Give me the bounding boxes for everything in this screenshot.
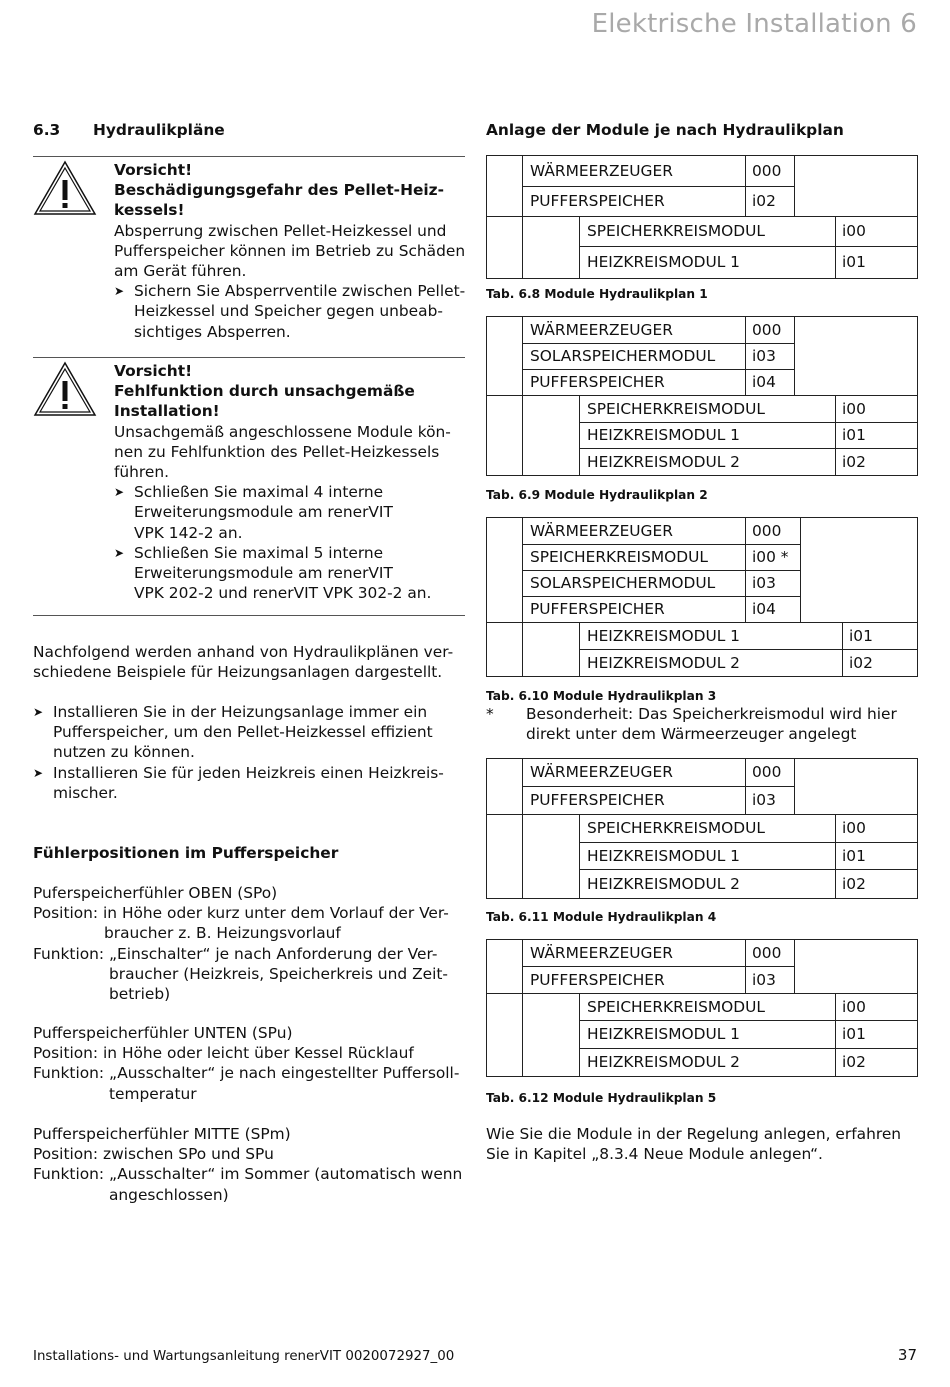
module-address-cell: i01: [836, 843, 917, 870]
bullet-line: VPK 202-2 und renerVIT VPK 302-2 an.: [134, 584, 432, 603]
warning-bullet: [114, 543, 466, 604]
sensor-name: Puferspeicherfühler OBEN (SPo): [33, 884, 278, 902]
arrow-bullet-icon: ➤: [33, 765, 44, 780]
module-name-cell: SOLARSPEICHERMODUL: [523, 344, 746, 370]
module-address-cell: 000: [746, 759, 795, 787]
table-gutter: [523, 396, 580, 475]
table-caption: Tab. 6.11 Module Hydraulikplan 4: [486, 910, 717, 924]
arrow-bullet-icon: ➤: [33, 705, 44, 719]
closing-paragraph: [486, 1124, 916, 1164]
module-address-cell: i04: [746, 370, 795, 396]
module-address-cell: i01: [836, 423, 917, 449]
text-line: schiedene Beispiele für Heizungsanlagen dargestellt.: [33, 663, 443, 682]
module-table: [486, 316, 918, 476]
bullet-line: Sichern Sie Absperrventile zwischen Pellet-: [134, 282, 466, 301]
module-name-cell: HEIZKREISMODUL 1: [580, 623, 843, 650]
position-line: braucher z. B. Heizungsvorlauf: [104, 924, 341, 943]
warning-title-line: Beschädigungsgefahr des Pellet-Heiz-: [114, 181, 445, 200]
sensors-heading: Fühlerpositionen im Pufferspeicher: [33, 844, 339, 862]
module-address-cell: i03: [746, 344, 795, 370]
module-table: [486, 155, 918, 279]
warning-bullet: [114, 281, 466, 342]
module-address-cell: i03: [746, 967, 795, 994]
module-name-cell: WÄRMEERZEUGER: [523, 940, 746, 967]
table-caption: Tab. 6.12 Module Hydraulikplan 5: [486, 1091, 717, 1105]
module-name-cell: SPEICHERKREISMODUL: [580, 994, 836, 1021]
bullet-line: sichtiges Absperren.: [134, 322, 291, 341]
position-label: Position:: [33, 904, 99, 923]
module-address-cell: i03: [746, 787, 795, 815]
module-name-cell: PUFFERSPEICHER: [523, 370, 746, 396]
table-gutter: [487, 317, 523, 396]
module-name-cell: PUFFERSPEICHER: [523, 187, 746, 217]
position-label: Position:: [33, 1145, 99, 1164]
module-name-cell: SOLARSPEICHERMODUL: [523, 571, 746, 597]
bullet-line: nutzen zu können.: [53, 743, 195, 762]
text-line: Wie Sie die Module in der Regelung anlegen, erfahren: [486, 1125, 902, 1143]
module-name-cell: WÄRMEERZEUGER: [523, 518, 746, 545]
warning-body-line: nen zu Fehlfunktion des Pellet-Heizkessels: [114, 442, 440, 461]
position-line: zwischen SPo und SPu: [103, 1145, 274, 1164]
bullet-line: VPK 142-2 an.: [134, 523, 243, 542]
function-line: „Ausschalter“ je nach eingestellter Puffersoll-: [109, 1064, 460, 1083]
module-name-cell: WÄRMEERZEUGER: [523, 759, 746, 787]
install-bullet: [33, 702, 465, 763]
table-caption: Tab. 6.9 Module Hydraulikplan 2: [486, 488, 708, 502]
bullet-line: Schließen Sie maximal 5 interne: [134, 543, 384, 562]
section-number: 6.3: [33, 121, 61, 139]
table-caption: Tab. 6.8 Module Hydraulikplan 1: [486, 287, 708, 301]
divider: [33, 357, 465, 358]
function-label: Funktion:: [33, 944, 105, 963]
sensor-name: Pufferspeicherfühler MITTE (SPm): [33, 1125, 291, 1143]
sensor-block: [33, 1124, 465, 1205]
module-address-cell: 000: [746, 317, 795, 344]
function-line: „Ausschalter“ im Sommer (automatisch wenn: [109, 1165, 463, 1184]
warning-bullet: [114, 482, 466, 543]
position-line: in Höhe oder kurz unter dem Vorlauf der Ver-: [103, 904, 449, 923]
module-address-cell: 000: [746, 940, 795, 967]
footnote-line: direkt unter dem Wärmeerzeuger angelegt: [526, 725, 857, 744]
warning-title-line: Installation!: [114, 402, 220, 421]
table-gutter: [487, 815, 523, 898]
module-name-cell: HEIZKREISMODUL 1: [580, 843, 836, 870]
module-address-cell: i01: [842, 253, 866, 272]
table-gutter: [487, 217, 523, 278]
function-line: betrieb): [109, 985, 171, 1004]
module-table: [486, 517, 918, 677]
module-name-cell: HEIZKREISMODUL 2: [580, 650, 843, 676]
sensor-block: [33, 1023, 465, 1104]
module-name-cell: HEIZKREISMODUL 1: [580, 247, 836, 278]
module-address-cell: i02: [842, 874, 866, 893]
module-name-cell: HEIZKREISMODUL 1: [580, 1021, 836, 1049]
table-gutter: [487, 759, 523, 815]
function-label: Funktion:: [33, 1165, 105, 1184]
text-line: Sie in Kapitel „8.3.4 Neue Module anlegen“.: [486, 1145, 823, 1164]
table-gutter: [487, 518, 523, 623]
warning-body-line: Pufferspeicher können im Betrieb zu Schäden: [114, 241, 466, 260]
table-gutter: [487, 994, 523, 1076]
install-bullet: [33, 763, 465, 803]
table-gutter: [487, 940, 523, 994]
table-footnote: [486, 704, 916, 744]
footer-document-title: Installations- und Wartungsanleitung renerVIT 0020072927_00: [33, 1349, 455, 1364]
module-address-cell: i01: [843, 623, 917, 650]
arrow-bullet-icon: ➤: [114, 485, 125, 500]
sensor-name: Pufferspeicherfühler UNTEN (SPu): [33, 1024, 293, 1042]
warning-body-line: führen.: [114, 463, 170, 482]
module-name-cell: HEIZKREISMODUL 2: [580, 870, 836, 898]
module-address-cell: 000: [746, 518, 801, 545]
warning-label: Vorsicht!: [114, 161, 193, 179]
module-table: [486, 939, 918, 1077]
warning-body-line: Unsachgemäß angeschlossene Module kön-: [114, 422, 451, 441]
position-label: Position:: [33, 1044, 99, 1063]
module-name-cell: PUFFERSPEICHER: [523, 967, 746, 994]
arrow-bullet-icon: ➤: [114, 284, 125, 299]
bullet-line: Installieren Sie für jeden Heizkreis einen Heizkreis-: [53, 763, 444, 782]
section-title: Hydraulikpläne: [93, 121, 225, 139]
table-gutter: [487, 396, 523, 475]
warning-body-line: Absperrung zwischen Pellet-Heizkessel und: [114, 221, 447, 240]
module-name-cell: HEIZKREISMODUL 2: [580, 1049, 836, 1076]
module-address-cell: i04: [746, 597, 801, 623]
bullet-line: Erweiterungsmodule am renerVIT: [134, 503, 393, 522]
function-line: „Einschalter“ je nach Anforderung der Ver-: [109, 944, 438, 963]
position-line: in Höhe oder leicht über Kessel Rücklauf: [103, 1044, 414, 1063]
module-name-cell: WÄRMEERZEUGER: [523, 156, 746, 187]
warning-body-line: am Gerät führen.: [114, 262, 247, 281]
function-line: angeschlossen): [109, 1185, 229, 1204]
function-line: braucher (Heizkreis, Speicherkreis und Zeit-: [109, 964, 448, 983]
module-name-cell: SPEICHERKREISMODUL: [523, 545, 746, 571]
footnote-mark: *: [486, 705, 494, 723]
module-address-cell: i02: [746, 187, 795, 217]
module-address-cell: i02: [842, 1053, 866, 1072]
module-address-cell: i02: [849, 653, 873, 672]
modules-heading: Anlage der Module je nach Hydraulikplan: [486, 121, 844, 139]
table-gutter: [487, 156, 523, 217]
table-gutter: [523, 217, 580, 278]
bullet-line: Schließen Sie maximal 4 interne: [134, 483, 384, 502]
footnote-line: Besonderheit: Das Speicherkreismodul wird hier: [526, 705, 897, 723]
module-address-cell: i03: [746, 571, 801, 597]
text-line: Nachfolgend werden anhand von Hydraulikplänen ver-: [33, 643, 454, 661]
table-gutter: [523, 623, 580, 676]
module-address-cell: i00: [836, 396, 917, 423]
warning-title-line: kessels!: [114, 201, 185, 220]
page-number: 37: [897, 1346, 917, 1364]
module-name-cell: HEIZKREISMODUL 1: [580, 423, 836, 449]
install-bullets: [33, 702, 465, 803]
module-address-cell: i00 *: [746, 545, 801, 571]
bullet-line: Erweiterungsmodule am renerVIT: [134, 564, 393, 583]
module-name-cell: PUFFERSPEICHER: [523, 597, 746, 623]
table-gutter: [523, 815, 580, 898]
chapter-header: Elektrische Installation 6: [591, 9, 917, 39]
divider: [33, 156, 465, 157]
warning-1: [114, 160, 466, 342]
table-caption: Tab. 6.10 Module Hydraulikplan 3: [486, 689, 717, 703]
warning-label: Vorsicht!: [114, 362, 193, 380]
module-address-cell: 000: [746, 156, 795, 187]
module-address-cell: i02: [842, 452, 866, 471]
function-line: temperatur: [109, 1084, 197, 1103]
module-address-cell: i01: [836, 1021, 917, 1049]
function-label: Funktion:: [33, 1064, 105, 1083]
warning-title-line: Fehlfunktion durch unsachgemäße: [114, 382, 415, 401]
bullet-line: Installieren Sie in der Heizungsanlage immer ein: [53, 703, 428, 721]
module-table: [486, 758, 918, 899]
bullet-line: Heizkessel und Speicher gegen unbeab-: [134, 302, 443, 321]
module-name-cell: WÄRMEERZEUGER: [523, 317, 746, 344]
module-address-cell: i00: [836, 994, 917, 1021]
divider: [33, 615, 465, 616]
module-name-cell: SPEICHERKREISMODUL: [580, 217, 836, 247]
module-address-cell: i00: [836, 815, 917, 843]
module-name-cell: SPEICHERKREISMODUL: [580, 396, 836, 423]
warning-2: [114, 361, 466, 603]
intro-paragraph: [33, 642, 465, 682]
warning-triangle-icon: [33, 160, 97, 216]
sensor-block: [33, 883, 465, 1004]
table-gutter: [487, 623, 523, 676]
module-name-cell: HEIZKREISMODUL 2: [580, 449, 836, 475]
bullet-line: mischer.: [53, 783, 118, 802]
module-name-cell: SPEICHERKREISMODUL: [580, 815, 836, 843]
table-gutter: [523, 994, 580, 1076]
bullet-line: Pufferspeicher, um den Pellet-Heizkessel effizient: [53, 723, 433, 742]
module-name-cell: PUFFERSPEICHER: [523, 787, 746, 815]
arrow-bullet-icon: ➤: [114, 545, 125, 560]
warning-triangle-icon: [33, 361, 97, 417]
module-address-cell: i00: [836, 217, 917, 247]
